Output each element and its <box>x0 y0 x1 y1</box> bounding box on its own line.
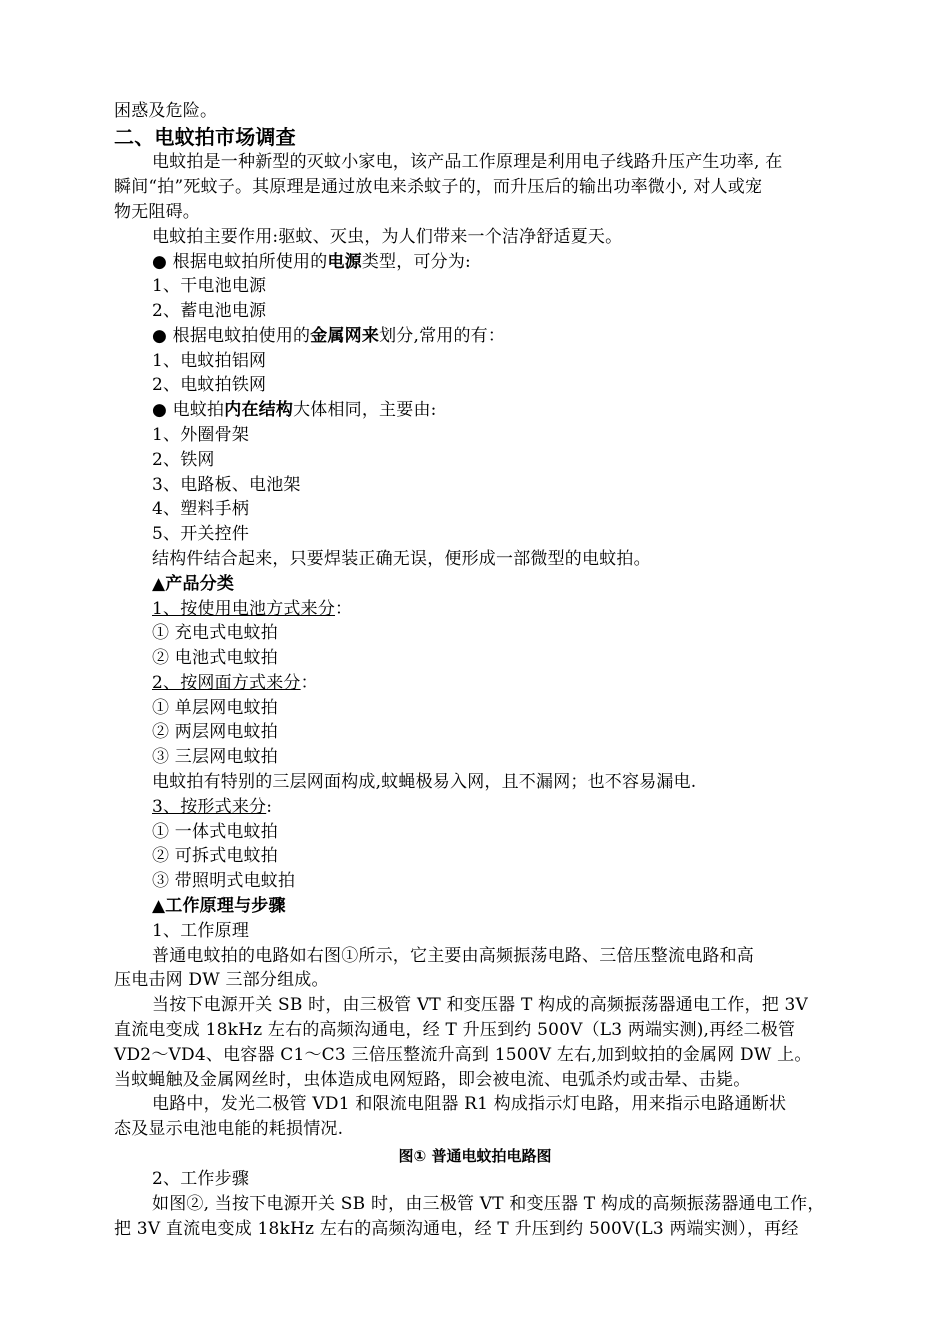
list-item: 4、塑料手柄 <box>152 499 250 519</box>
category-title: 1、按使用电池方式来分 <box>152 599 336 619</box>
list-item: 2、铁网 <box>152 450 215 470</box>
bullet-keyword: 电源 <box>327 252 362 272</box>
paragraph-line: 物无阻碍。 <box>114 202 200 222</box>
paragraph-line: 电路中，发光二极管 VD1 和限流电阻器 R1 构成指示灯电路，用来指示电路通断状 <box>152 1094 787 1114</box>
figure-caption: 图① 普通电蚊拍电路图 <box>398 1147 552 1165</box>
category-heading <box>152 597 352 621</box>
bullet-text: 划分,常用的有： <box>379 326 506 346</box>
paragraph-line: 电蚊拍是一种新型的灭蚊小家电，该产品工作原理是利用电子线路升压产生功率, 在 <box>152 152 783 172</box>
list-item: 5、开关控件 <box>152 524 250 544</box>
list-item: 3、电路板、电池架 <box>152 475 301 495</box>
category-heading <box>152 795 272 819</box>
list-item: 1、外圈骨架 <box>152 425 250 445</box>
list-item: 2、蓄电池电源 <box>152 301 267 321</box>
list-item: 1、干电池电源 <box>152 276 267 296</box>
list-item: ② 两层网电蚊拍 <box>152 722 279 742</box>
category-colon: ： <box>300 673 318 693</box>
list-item: 2、工作步骤 <box>152 1169 250 1189</box>
subsection-heading: ▲工作原理与步骤 <box>152 896 286 916</box>
list-item: ① 一体式电蚊拍 <box>152 822 279 842</box>
list-item: ③ 三层网电蚊拍 <box>152 747 279 767</box>
paragraph-line: 普通电蚊拍的电路如右图①所示，它主要由高频振荡电路、三倍压整流电路和高 <box>152 946 754 966</box>
text-line: 困惑及危险。 <box>114 101 218 121</box>
paragraph-line: 如图②, 当按下电源开关 SB 时，由三极管 VT 和变压器 T 构成的高频振荡器通电工作， <box>152 1194 825 1214</box>
paragraph-line: 电蚊拍主要作用:驱蚊、灭虫，为人们带来一个洁净舒适夏天。 <box>152 227 623 247</box>
bullet-keyword: 内在结构 <box>224 400 294 420</box>
bullet-keyword: 金属网来 <box>310 326 380 346</box>
category-heading <box>152 671 318 695</box>
paragraph-line: 当按下电源开关 SB 时，由三极管 VT 和变压器 T 构成的高频振荡器通电工作，把 3V <box>152 995 809 1015</box>
paragraph-line: 压电击网 DW 三部分组成。 <box>114 970 329 990</box>
paragraph-line: VD2～VD4、电容器 C1～C3 三倍压整流升高到 1500V 左右,加到蚊拍的金属网 DW 上。 <box>114 1045 812 1065</box>
paragraph-line: 瞬间“拍”死蚊子。其原理是通过放电来杀蚊子的，而升压后的输出功率微小, 对人或宠 <box>114 177 763 197</box>
list-item: 2、电蚊拍铁网 <box>152 375 267 395</box>
bullet-text: 类型，可分为: <box>361 252 471 272</box>
bullet-text: ● 根据电蚊拍所使用的 <box>152 252 328 272</box>
paragraph-line: 当蚊蝇触及金属网丝时，虫体造成电网短路，即会被电流、电弧杀灼或击晕、击毙。 <box>114 1070 751 1090</box>
paragraph-line: 结构件结合起来，只要焊装正确无误，便形成一部微型的电蚊拍。 <box>152 549 651 569</box>
bullet-structure <box>152 398 437 422</box>
list-item: 1、电蚊拍铝网 <box>152 351 267 371</box>
bullet-text: 大体相同，主要由: <box>293 400 437 420</box>
paragraph-line: 把 3V 直流电变成 18kHz 左右的高频沟通电，经 T 升压到约 500V(L3 两端实测），再经 <box>114 1219 799 1239</box>
bullet-power-type <box>152 250 471 274</box>
paragraph-line: 直流电变成 18kHz 左右的高频沟通电，经 T 升压到约 500V（L3 两端实测),再经二极管 <box>114 1020 796 1040</box>
bullet-text: ● 根据电蚊拍使用的 <box>152 326 311 346</box>
list-item: ② 可拆式电蚊拍 <box>152 846 279 866</box>
section-heading: 二、电蚊拍市场调查 <box>114 125 296 149</box>
category-colon: : <box>266 797 273 817</box>
list-item: ③ 带照明式电蚊拍 <box>152 871 296 891</box>
paragraph-line: 电蚊拍有特别的三层网面构成,蚊蝇极易入网，且不漏网；也不容易漏电. <box>152 772 697 792</box>
list-item: ① 充电式电蚊拍 <box>152 623 279 643</box>
category-title: 2、按网面方式来分 <box>152 673 301 693</box>
bullet-mesh-type <box>152 324 505 348</box>
list-item: 1、工作原理 <box>152 921 250 941</box>
category-title: 3、按形式来分 <box>152 797 267 817</box>
paragraph-line: 态及显示电池电能的耗损情况. <box>114 1119 344 1139</box>
list-item: ① 单层网电蚊拍 <box>152 698 279 718</box>
subsection-heading: ▲产品分类 <box>152 574 235 594</box>
category-colon: ： <box>335 599 353 619</box>
list-item: ② 电池式电蚊拍 <box>152 648 279 668</box>
bullet-text: ● 电蚊拍 <box>152 400 225 420</box>
